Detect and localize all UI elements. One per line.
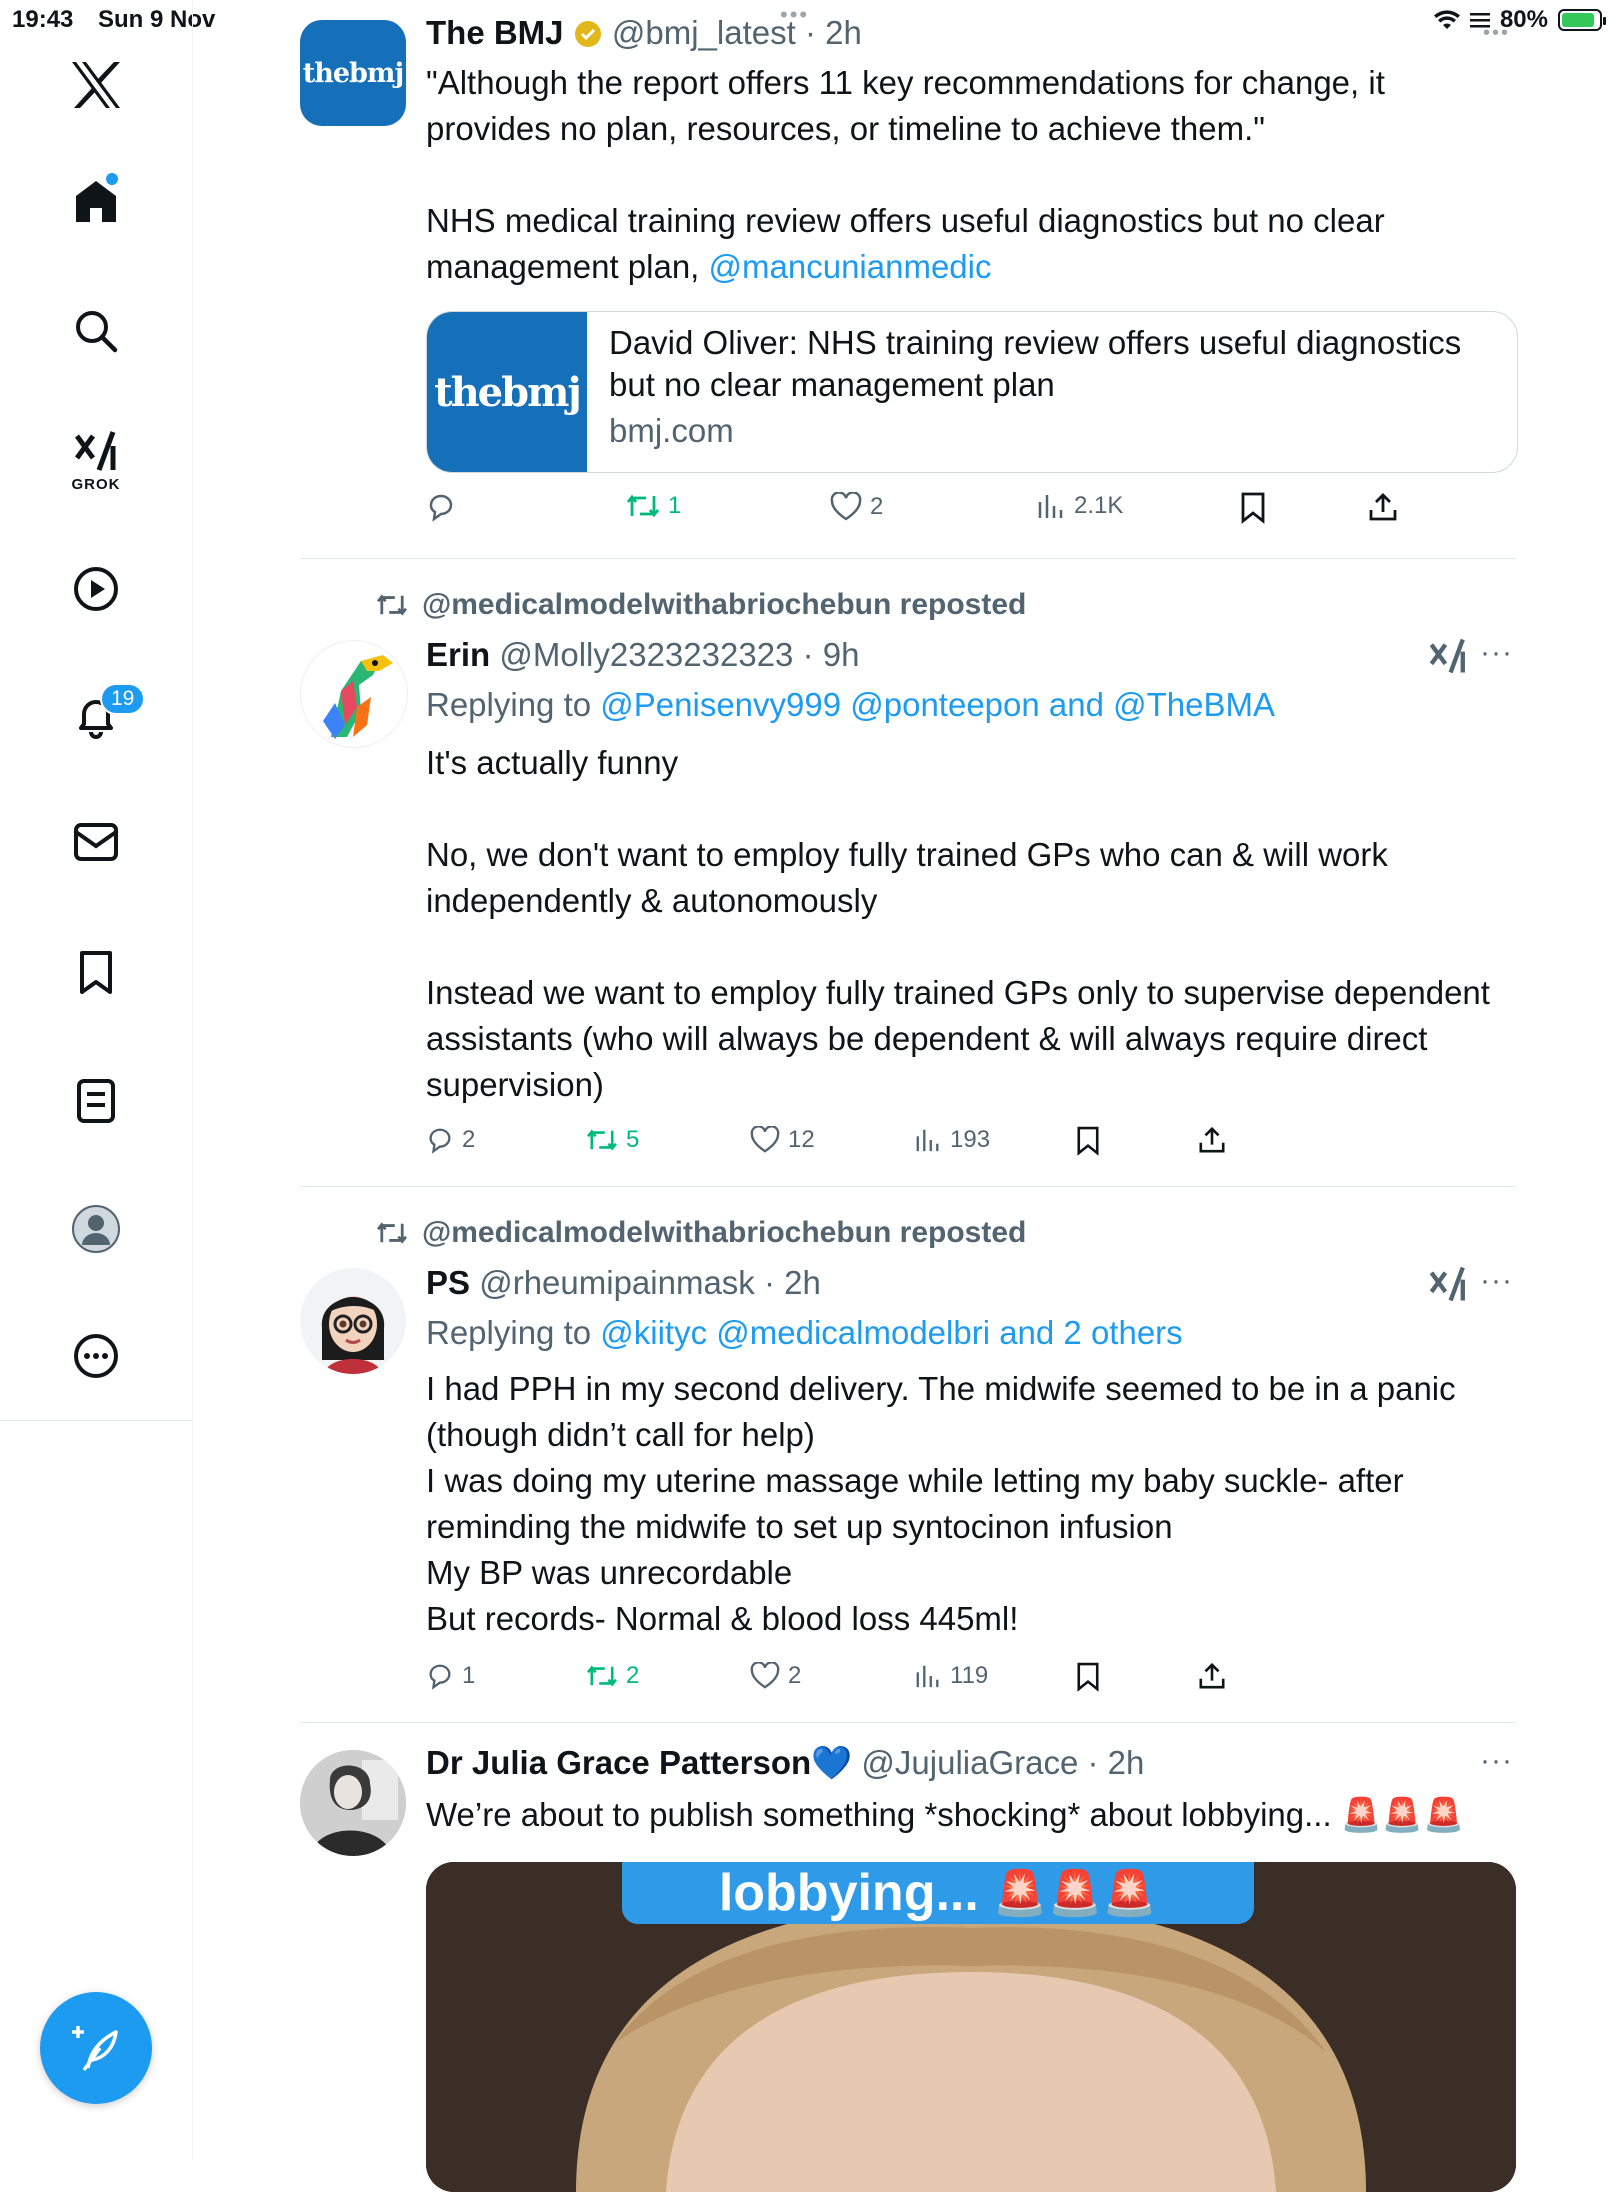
post-header — [426, 1744, 1144, 1783]
post-text-line: It's actually funny — [426, 744, 679, 781]
grok-nav-item[interactable] — [0, 428, 192, 493]
bookmark-icon — [1076, 1662, 1100, 1692]
author-name[interactable]: PS — [426, 1264, 471, 1301]
like-button[interactable] — [830, 492, 883, 522]
post-header — [426, 1264, 821, 1302]
julia-avatar[interactable] — [300, 1750, 406, 1856]
post-text-line: Instead we want to employ fully trained GPs only to supervise dependent assistants (who will always be dependent & will always require direct supervision) — [426, 974, 1490, 1103]
status-time: 19:43 — [12, 6, 74, 33]
repost-icon — [376, 592, 408, 618]
reply-button[interactable] — [426, 492, 464, 522]
reposted-label — [376, 588, 1026, 622]
repost-icon — [586, 1663, 618, 1689]
bookmark-icon — [1076, 1126, 1100, 1156]
repost-count: 1 — [668, 492, 682, 519]
compose-feather-icon — [70, 2022, 122, 2074]
views-button[interactable] — [914, 1662, 988, 1690]
link-card[interactable] — [426, 311, 1518, 473]
post-text-line: But records- Normal & blood loss 445ml! — [426, 1600, 1019, 1637]
replying-prefix: Replying to — [426, 1314, 601, 1351]
battery-percent: 80% — [1499, 6, 1548, 33]
author-handle[interactable]: @bmj_latest — [611, 14, 796, 51]
post-text-line: I had PPH in my second delivery. The midwife seemed to be in a panic (though didn’t call for help) — [426, 1370, 1456, 1453]
post-divider — [300, 558, 1516, 559]
post-header — [426, 636, 859, 674]
siren-emojis: 🚨🚨🚨 — [1340, 1796, 1465, 1833]
more-options-icon[interactable]: ··· — [1480, 636, 1513, 669]
share-button[interactable] — [1198, 1662, 1226, 1690]
views-button[interactable] — [1036, 492, 1123, 520]
bookmark-button[interactable] — [1076, 1662, 1100, 1692]
repost-button[interactable] — [586, 1662, 639, 1690]
views-chart-icon — [914, 1127, 942, 1153]
video-caption-banner — [622, 1862, 1254, 1924]
battery-icon — [1558, 9, 1602, 31]
post-text — [426, 740, 1506, 1108]
views-chart-icon — [1036, 492, 1066, 520]
views-count: 193 — [950, 1126, 991, 1153]
more-options-icon[interactable]: ··· — [1480, 1744, 1513, 1777]
home-icon[interactable] — [0, 178, 192, 224]
repost-icon — [626, 492, 660, 520]
reply-icon — [426, 492, 456, 522]
post-text — [426, 1792, 1506, 1838]
post-time[interactable]: · 2h — [1087, 1744, 1145, 1781]
post-time[interactable]: · 2h — [763, 1264, 821, 1301]
replying-to-handles[interactable]: @kiityc @medicalmodelbri and 2 others — [600, 1314, 1183, 1351]
post-text — [426, 60, 1506, 290]
share-button[interactable] — [1198, 1126, 1226, 1154]
status-date: Sun 9 Nov — [98, 6, 216, 33]
link-card-title: David Oliver: NHS training review offers useful diagnostics but no clear management plan — [609, 324, 1462, 403]
reposted-by-text[interactable]: @medicalmodelwithabriochebun reposted — [422, 588, 1027, 621]
lists-icon[interactable] — [0, 1078, 192, 1124]
repost-count: 2 — [626, 1662, 640, 1689]
repost-button[interactable] — [626, 492, 681, 520]
bmj-avatar[interactable] — [300, 20, 406, 126]
erin-avatar[interactable] — [300, 640, 408, 748]
more-options-icon[interactable]: ··· — [1480, 1264, 1513, 1297]
video-caption-sirens: 🚨🚨🚨 — [992, 1869, 1158, 1918]
post-divider — [300, 1186, 1516, 1187]
author-handle[interactable]: @rheumipainmask — [479, 1264, 755, 1301]
like-count: 2 — [870, 493, 884, 520]
author-name[interactable]: Dr Julia Grace Patterson — [426, 1744, 812, 1781]
more-icon[interactable] — [0, 1333, 192, 1379]
mention-link[interactable]: @mancunianmedic — [708, 248, 992, 285]
views-count: 119 — [950, 1662, 989, 1689]
wifi-icon — [1434, 9, 1460, 31]
replying-to — [426, 686, 1275, 724]
views-count: 2.1K — [1074, 492, 1124, 519]
views-chart-icon — [914, 1663, 942, 1689]
post-time[interactable]: · 2h — [804, 14, 862, 51]
video-icon[interactable] — [0, 566, 192, 612]
post-divider — [300, 1722, 1516, 1723]
like-button[interactable] — [750, 1126, 815, 1154]
cartoon-woman-avatar-image — [300, 1268, 406, 1374]
like-button[interactable] — [750, 1662, 801, 1690]
woman-photo-avatar-image — [300, 1750, 406, 1856]
verified-gold-badge-icon — [573, 19, 603, 49]
window-dots-icon[interactable]: ••• — [1482, 22, 1510, 44]
link-card-logo: thebmj — [434, 368, 580, 416]
share-icon — [1368, 492, 1398, 522]
repost-icon — [376, 1220, 408, 1246]
post-text-line: NHS medical training review offers useful diagnostics but no clear management plan, — [426, 202, 1385, 285]
grok-icon — [73, 428, 119, 474]
profile-icon[interactable] — [0, 1203, 192, 1255]
compose-post-button[interactable] — [40, 1992, 152, 2104]
x-logo-icon[interactable] — [0, 60, 192, 110]
like-count: 2 — [788, 1662, 802, 1689]
like-count: 12 — [788, 1126, 815, 1153]
grok-label: GROK — [71, 476, 121, 493]
eagle-avatar-image — [301, 641, 407, 747]
author-name[interactable]: Erin — [426, 636, 491, 673]
replying-prefix: Replying to — [426, 686, 601, 723]
reply-count: 1 — [462, 1662, 476, 1689]
sidebar — [0, 0, 193, 2160]
replying-to-handles[interactable]: @Penisenvy999 @ponteepon and @TheBMA — [600, 686, 1276, 723]
post-text — [426, 1366, 1506, 1642]
grok-explain-icon[interactable] — [1428, 636, 1468, 676]
reply-icon — [426, 1126, 454, 1154]
grok-explain-icon[interactable] — [1428, 1264, 1468, 1304]
home-unread-dot — [106, 173, 118, 185]
post-text-line: No, we don't want to employ fully trained GPs who can & will work independently & autonomously — [426, 836, 1388, 919]
reposted-by-text[interactable]: @medicalmodelwithabriochebun reposted — [422, 1216, 1027, 1249]
views-button[interactable] — [914, 1126, 990, 1154]
heart-icon — [750, 1662, 780, 1690]
repost-icon — [586, 1127, 618, 1153]
heart-icon — [750, 1126, 780, 1154]
messages-icon[interactable] — [0, 822, 192, 862]
reply-count: 2 — [462, 1126, 476, 1153]
notifications-badge: 19 — [100, 683, 145, 715]
heart-icon — [830, 492, 862, 522]
post-time[interactable]: · 9h — [802, 636, 860, 673]
repost-count: 5 — [626, 1126, 640, 1153]
share-icon — [1198, 1662, 1226, 1690]
link-card-thumbnail — [427, 312, 587, 472]
notifications-icon[interactable] — [0, 694, 192, 740]
post-text-line: We’re about to publish something *shocking* about lobbying... — [426, 1796, 1332, 1833]
post-video-media[interactable] — [426, 1862, 1516, 2192]
post-text-quote: "Although the report offers 11 key recommendations for change, it provides no plan, resources, or timeline to achieve them." — [426, 64, 1385, 147]
repost-button[interactable] — [586, 1126, 639, 1154]
author-handle[interactable]: @JujuliaGrace — [861, 1744, 1079, 1781]
reply-button[interactable] — [426, 1662, 475, 1690]
post-text-line: I was doing my uterine massage while letting my baby suckle- after reminding the midwife to set up syntocinon infusion — [426, 1462, 1404, 1545]
video-caption-text: lobbying... — [718, 1864, 979, 1922]
bookmark-button[interactable] — [1240, 492, 1266, 524]
ps-avatar[interactable] — [300, 1268, 406, 1374]
bookmark-icon — [1240, 492, 1266, 524]
blue-heart-emoji: 💙 — [811, 1744, 853, 1781]
post-header — [426, 14, 862, 52]
author-handle[interactable]: @Molly2323232323 — [499, 636, 794, 673]
share-button[interactable] — [1368, 492, 1398, 522]
bmj-avatar-logo: thebmj — [302, 57, 404, 89]
bookmark-button[interactable] — [1076, 1126, 1100, 1156]
search-icon[interactable] — [0, 309, 192, 353]
post-text-line: My BP was unrecordable — [426, 1554, 793, 1591]
link-card-domain: bmj.com — [609, 412, 734, 449]
replying-to — [426, 1314, 1183, 1352]
sidebar-divider — [0, 1420, 192, 1421]
reply-button[interactable] — [426, 1126, 475, 1154]
reposted-label — [376, 1216, 1026, 1250]
multitask-dots-icon[interactable]: ••• — [780, 2, 810, 27]
author-name[interactable]: The BMJ — [426, 14, 564, 51]
bookmarks-icon[interactable] — [0, 950, 192, 996]
reply-icon — [426, 1662, 454, 1690]
post-text-body — [426, 198, 1506, 290]
status-right — [1434, 6, 1602, 34]
share-icon — [1198, 1126, 1226, 1154]
